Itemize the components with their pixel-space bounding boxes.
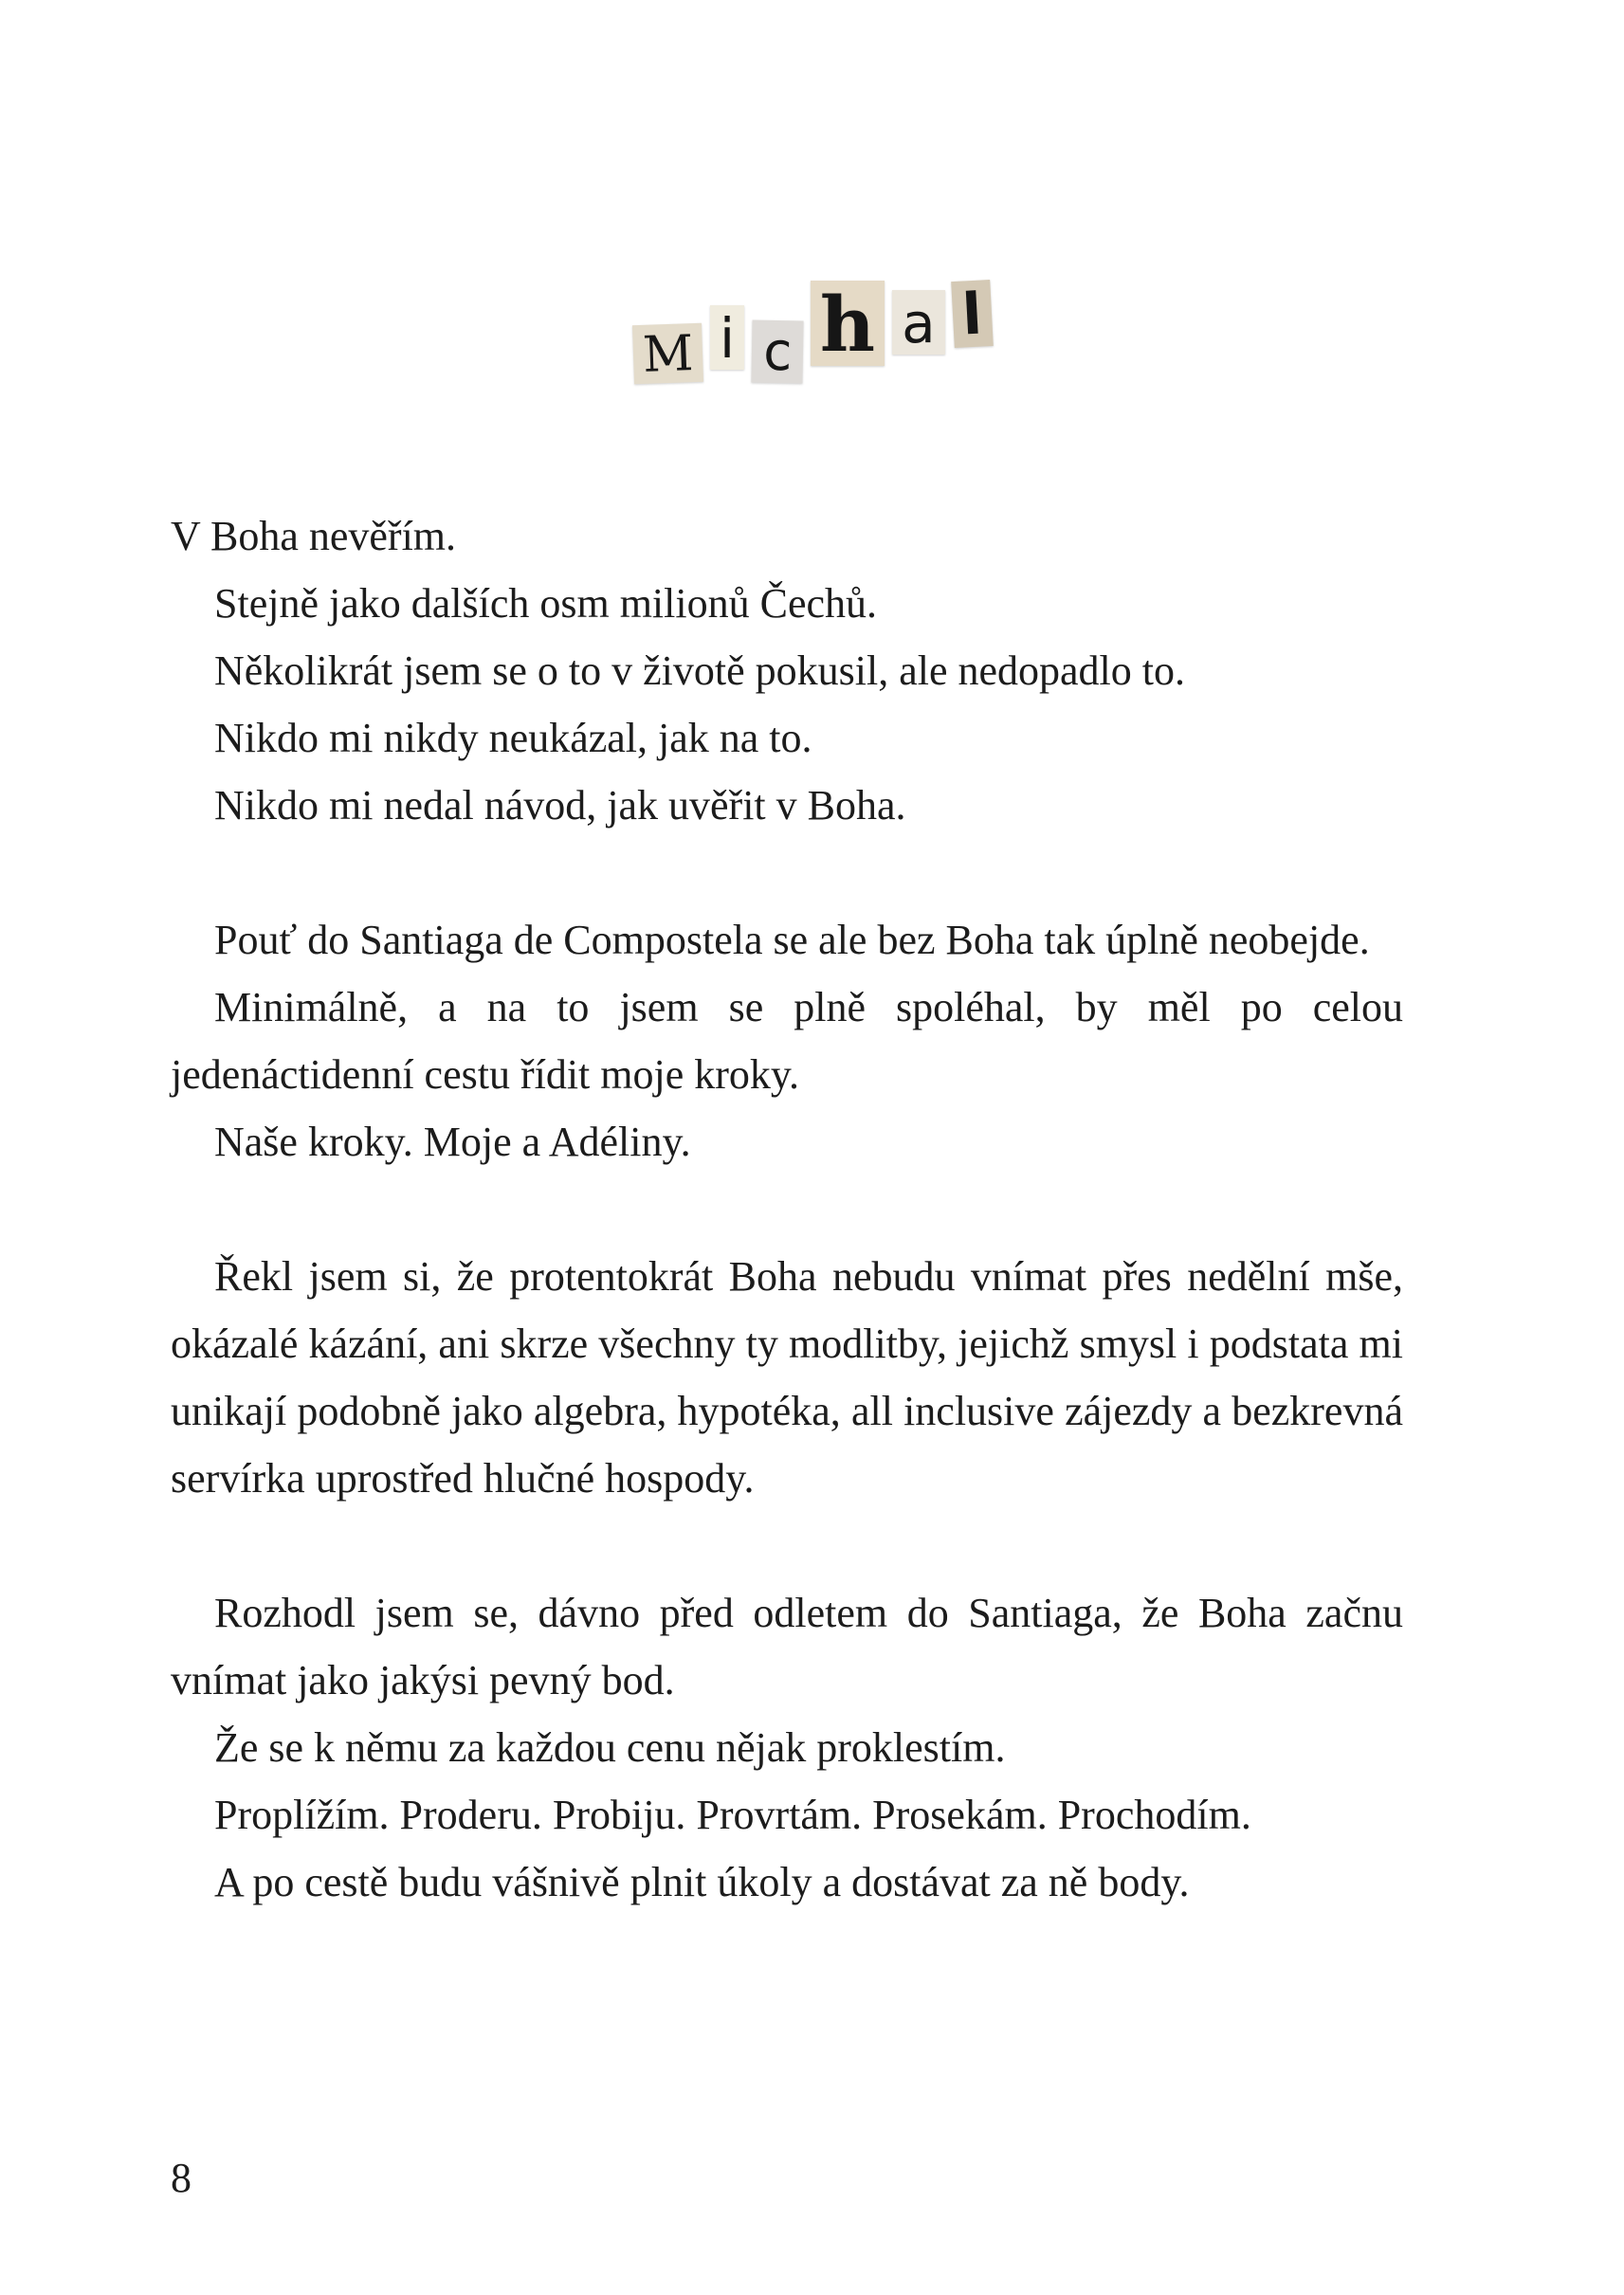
paragraph-gap [171, 839, 1403, 906]
paragraph-13: A po cestě budu vášnivě plnit úkoly a dostávat za ně body. [214, 1859, 1190, 1905]
paragraph-11: Že se k němu za každou cenu nějak proklestím. [214, 1724, 1006, 1771]
title-letter-h: h [811, 281, 885, 366]
paragraph-1: V Boha nevěřím. [171, 513, 457, 559]
body-text [171, 502, 1403, 1916]
paragraph-3: Několikrát jsem se o to v životě pokusil, ale nedopadlo to. [214, 647, 1186, 694]
paragraph-gap [171, 1175, 1403, 1243]
title-letter-a: a [892, 290, 945, 355]
paragraph-4: Nikdo mi nikdy neukázal, jak na to. [214, 715, 812, 761]
paragraph-8: Naše kroky. Moje a Adéliny. [214, 1119, 691, 1165]
title-letter-i: i [710, 305, 744, 370]
paragraph-6: Pouť do Santiaga de Compostela se ale bez Boha tak úplně neobejde. [214, 917, 1370, 963]
paragraph-10: Rozhodl jsem se, dávno před odletem do Santiaga, že Boha začnu vnímat jako jakýsi pevný bod. [171, 1590, 1403, 1703]
paragraph-gap [171, 1512, 1403, 1579]
title-letter-m: M [632, 323, 703, 385]
paragraph-12: Proplížím. Proderu. Probiju. Provrtám. Prosekám. Prochodím. [214, 1792, 1251, 1838]
paragraph-2: Stejně jako dalších osm milionů Čechů. [214, 580, 878, 627]
chapter-title [0, 212, 1624, 383]
title-letter-c: c [752, 320, 804, 384]
page-number: 8 [171, 2155, 192, 2201]
paragraph-5: Nikdo mi nedal návod, jak uvěřit v Boha. [214, 782, 906, 829]
paragraph-7: Minimálně, a na to jsem se plně spoléhal, by měl po celou jedenáctidenní cestu řídit moje kroky. [171, 984, 1403, 1098]
title-letter-l: l [951, 280, 993, 348]
paragraph-9: Řekl jsem si, že protentokrát Boha nebudu vnímat přes nedělní mše, okázalé kázání, ani skrze všechny ty modlitby, jejichž smysl i podstata mi unikají podobně jako algebra, hypotéka, all inclusive zájezdy a bezkrevná servírka uprostřed hlučné hospody. [171, 1253, 1403, 1502]
